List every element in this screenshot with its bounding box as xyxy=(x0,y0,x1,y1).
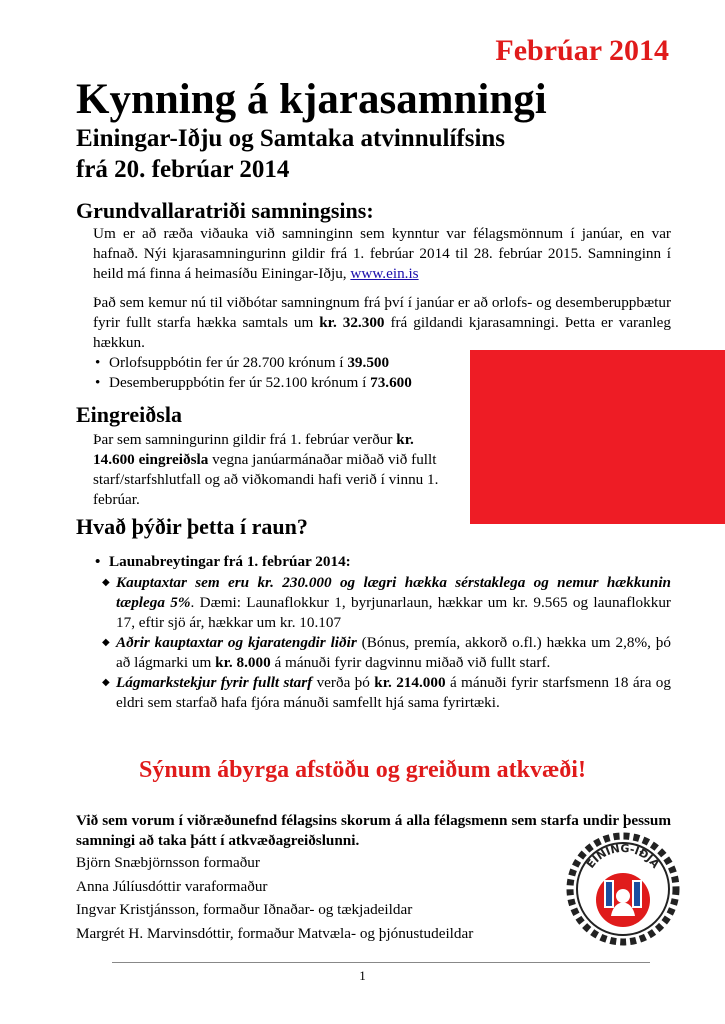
signer-2: Anna Júlíusdóttir varaformaður xyxy=(76,878,268,895)
signer-3: Ingvar Kristjánsson, formaður Iðnaðar- og tækjadeildar xyxy=(76,901,413,918)
section-heading-lump-sum: Eingreiðsla xyxy=(76,402,182,427)
p2-text-c: frá gildandi kjarasamningi. Þetta er varanleg hækkun. xyxy=(93,314,672,351)
ls-text-c: vegna janúarmánaðar miðað við fullt starf/starfshlutfall og að viðkomandi hafi verið í vinnu 1. febrúar. xyxy=(93,451,439,508)
d3-emph: Lágmarkstekjur fyrir fullt starf xyxy=(116,674,313,691)
list-item xyxy=(100,673,671,713)
b2-text: Desemberuppbótin fer úr 52.100 krónum í xyxy=(109,374,371,391)
list-item xyxy=(93,552,671,572)
b1-amount: 39.500 xyxy=(347,354,390,371)
d1-emph: Kauptaxtar sem eru kr. 230.000 og lægri hækka sérstaklega og nemur hækkunin tæplega 5% xyxy=(116,574,671,611)
wage-changes-label: Launabreytingar frá 1. febrúar 2014: xyxy=(109,553,351,570)
closing-statement: Við sem vorum í viðræðunefnd félagsins skorum á alla félagsmenn sem starfa undir þessum samningi að taka þátt í atkvæðagreiðslunni. xyxy=(76,812,671,849)
d3-amount: kr. 214.000 xyxy=(374,674,446,691)
website-link[interactable]: www.ein.is xyxy=(350,265,419,282)
d3-text: verða þó xyxy=(312,674,375,691)
d2-emph: Aðrir kauptaxtar og kjaratengdir liðir xyxy=(116,634,357,651)
page-subtitle xyxy=(76,123,505,185)
subtitle-line-2: frá 20. febrúar 2014 xyxy=(76,156,290,183)
b1-text: Orlofsuppbótin fer úr 28.700 krónum í xyxy=(109,354,348,371)
document-date: Febrúar 2014 xyxy=(495,34,669,67)
subtitle-line-1: Einingar-Iðju og Samtaka atvinnulífsins xyxy=(76,125,506,152)
eining-idja-logo xyxy=(566,832,680,946)
footer-divider xyxy=(112,962,650,963)
p2-amount: kr. 32.300 xyxy=(319,314,385,331)
d1-text: . Dæmi: Launaflokkur 1, byrjunarlaun, hækkar um kr. 9.565 og launaflokkur 17, eftir sjö ár, hækkar um kr. 10.107 xyxy=(116,594,671,631)
fundamentals-p1-text: Um er að ræða viðauka við samninginn sem kynntur var félagsmönnum í janúar, en var hafnað. Nýi kjarasamningurinn gildir frá 1. febrúar 2014 til 28. febrúar 2015. Samninginn í heild má finna á heimasíðu Einingar-Iðju, xyxy=(93,225,671,282)
signer-4: Margrét H. Marvinsdóttir, formaður Matvæla- og þjónustudeildar xyxy=(76,925,474,942)
bonus-list xyxy=(93,353,473,393)
d2-amount: kr. 8.000 xyxy=(215,654,271,671)
wage-details-list xyxy=(100,573,671,713)
ls-text-a: Þar sem samningurinn gildir frá 1. febrúar verður xyxy=(93,431,397,448)
ls-amount: kr. 14.600 eingreiðsla xyxy=(93,431,414,468)
wage-changes-list xyxy=(93,552,671,572)
b2-amount: 73.600 xyxy=(370,374,412,391)
section-heading-meaning: Hvað þýðir þetta í raun? xyxy=(76,514,308,539)
section-heading-fundamentals: Grundvallaratriði samningsins: xyxy=(76,198,374,223)
red-box-image xyxy=(470,350,725,524)
list-item xyxy=(100,573,671,633)
lump-sum-paragraph xyxy=(93,430,449,510)
slogan: Sýnum ábyrga afstöðu og greiðum atkvæði! xyxy=(139,757,586,783)
svg-text:EINING-IÐJA: EINING-IÐJA xyxy=(583,841,662,871)
page-number: 1 xyxy=(359,968,366,983)
d2-text: (Bónus, premía, akkorð o.fl.) hækka um 2,8%, þó að lágmarki um xyxy=(116,634,671,671)
p2-text-a: Það sem kemur nú til viðbótar samningnum frá því í janúar er að orlofs- og desemberuppbætur fyrir fullt starfa hækka samtals um xyxy=(93,294,671,331)
fundamentals-paragraph-2 xyxy=(93,293,671,353)
d2-text-end: á mánuði fyrir dagvinnu miðað við fullt starf. xyxy=(270,654,551,671)
signer-1: Björn Snæbjörnsson formaður xyxy=(76,854,260,871)
page-title: Kynning á kjarasamningi xyxy=(76,76,547,123)
list-item xyxy=(100,633,671,673)
list-item xyxy=(93,373,473,393)
fundamentals-paragraph-1 xyxy=(93,224,671,284)
d3-text-end: á mánuði fyrir starfsmenn 18 ára og eldri sem starfað hafa fjóra mánuði samfellt hjá sama fyrirtæki. xyxy=(116,674,671,711)
list-item xyxy=(93,353,473,373)
